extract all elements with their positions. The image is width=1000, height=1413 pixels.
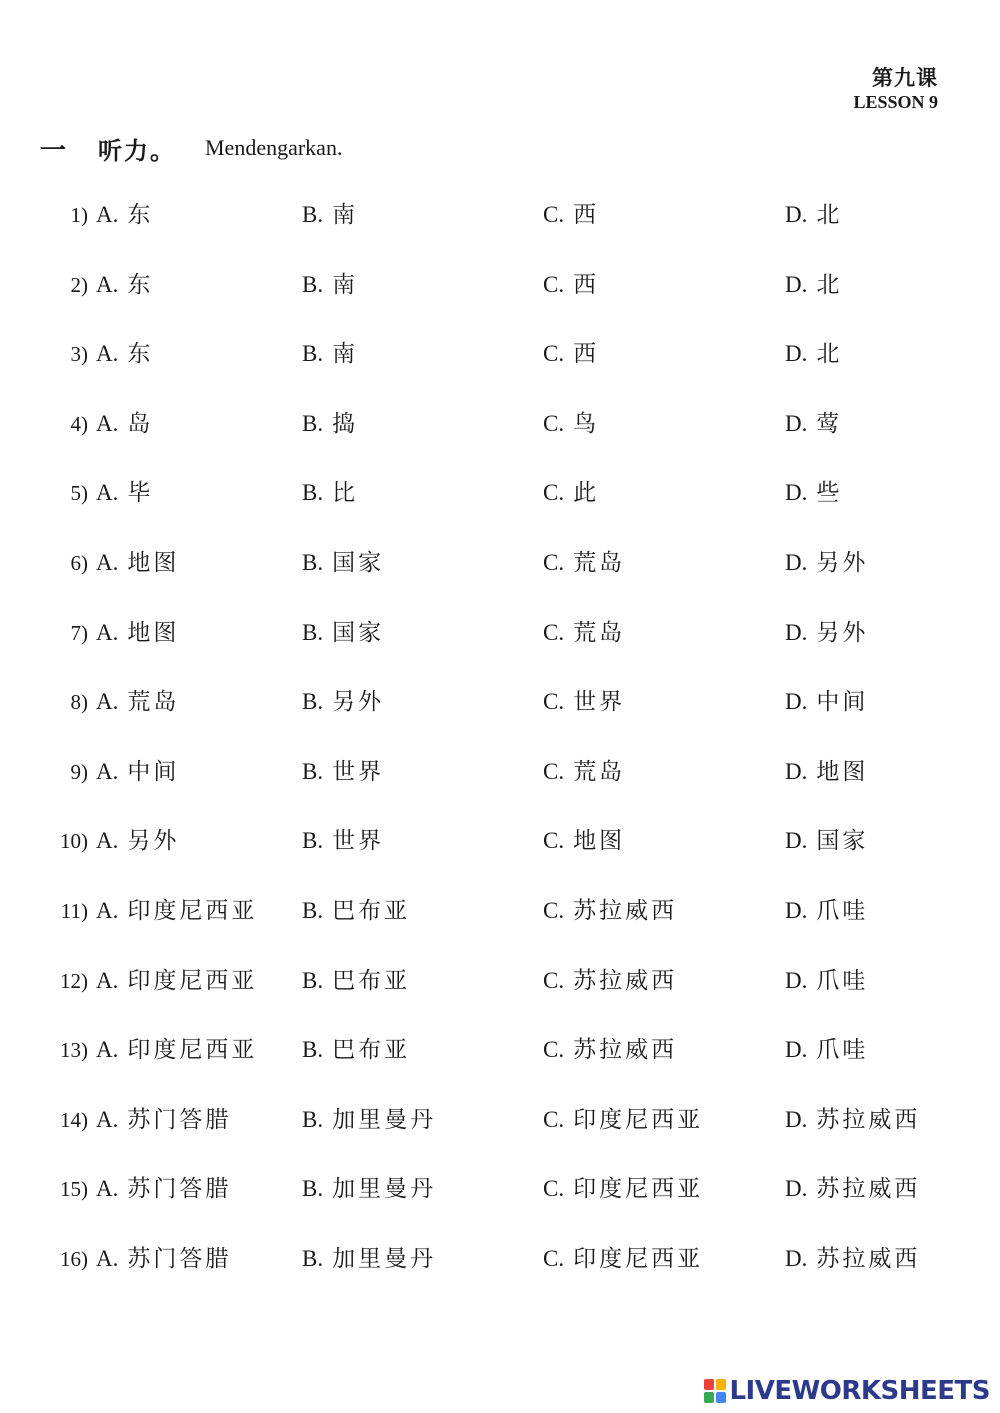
answer-option[interactable] (302, 752, 384, 792)
answer-option[interactable] (785, 1239, 920, 1279)
option-text: 爪哇 (816, 1037, 869, 1064)
question-row (0, 821, 1000, 861)
option-letter: B. (302, 1106, 324, 1132)
logo-mark-icon (704, 1379, 726, 1403)
option-text: 苏门答腊 (127, 1176, 232, 1203)
option-letter: D. (785, 341, 808, 367)
option-text: 巴布亚 (332, 1037, 411, 1064)
answer-option[interactable] (785, 265, 842, 305)
option-text: 南 (332, 202, 359, 228)
option-letter: C. (543, 550, 565, 575)
option-text: 荒岛 (573, 758, 626, 785)
option-text: 世界 (332, 758, 385, 785)
option-text: 爪哇 (816, 967, 869, 994)
option-text: 巴布亚 (332, 898, 411, 924)
option-letter: A. (96, 828, 119, 854)
option-text: 印度尼西亚 (127, 898, 258, 924)
option-letter: A. (96, 271, 119, 297)
option-text: 苏拉威西 (573, 1037, 678, 1064)
logo-text: LIVEWORKSHEETS (729, 1376, 990, 1406)
answer-option[interactable] (543, 682, 625, 722)
answer-option[interactable] (785, 1100, 920, 1140)
option-letter: A. (96, 1176, 119, 1202)
option-text: 世界 (332, 828, 385, 855)
option-letter: A. (96, 341, 119, 367)
answer-option[interactable] (302, 1030, 410, 1070)
option-letter: C. (543, 1246, 565, 1271)
option-letter: D. (785, 689, 808, 715)
option-letter: D. (785, 550, 808, 575)
option-text: 比 (332, 480, 359, 507)
option-text: 莺 (816, 410, 843, 437)
option-letter: C. (543, 758, 565, 784)
option-text: 世界 (573, 689, 626, 716)
answer-option[interactable] (96, 1100, 231, 1140)
option-letter: B. (302, 619, 324, 645)
question-row (0, 1030, 1000, 1070)
option-letter: D. (785, 1106, 808, 1132)
option-letter: A. (96, 619, 119, 645)
option-letter: A. (96, 898, 119, 923)
question-row (0, 265, 1000, 305)
question-number: 7) (70, 620, 88, 645)
option-letter: D. (785, 828, 808, 854)
option-letter: B. (302, 550, 324, 575)
answer-option[interactable] (543, 1239, 703, 1279)
option-text: 国家 (816, 828, 869, 855)
question-number: 5) (70, 481, 88, 506)
option-letter: C. (543, 410, 565, 436)
question-row (0, 1169, 1000, 1209)
option-text: 些 (816, 480, 843, 507)
option-text: 北 (816, 341, 843, 368)
answer-option[interactable] (302, 891, 410, 931)
logo-square-e (716, 1392, 726, 1403)
option-text: 印度尼西亚 (573, 1176, 704, 1203)
answer-option[interactable] (543, 613, 625, 653)
option-text: 东 (127, 271, 154, 298)
option-letter: C. (543, 341, 565, 367)
option-letter: D. (785, 1246, 808, 1271)
answer-option[interactable] (96, 1169, 231, 1209)
option-text: 印度尼西亚 (127, 967, 258, 994)
option-text: 此 (573, 480, 600, 507)
option-text: 中间 (816, 689, 869, 716)
option-text: 加里曼丹 (332, 1246, 437, 1272)
option-text: 另外 (127, 828, 180, 855)
question-row (0, 961, 1000, 1001)
option-letter: D. (785, 1176, 808, 1202)
answer-option[interactable] (785, 752, 868, 792)
option-text: 加里曼丹 (332, 1176, 437, 1203)
answer-option[interactable] (785, 473, 842, 513)
answer-option[interactable] (785, 195, 842, 235)
option-text: 苏拉威西 (816, 1106, 921, 1133)
answer-option[interactable] (785, 682, 868, 722)
option-text: 另外 (816, 550, 869, 576)
question-number: 14) (60, 1107, 88, 1132)
option-text: 荒岛 (573, 550, 626, 576)
question-number: 2) (70, 272, 88, 297)
option-letter: B. (302, 1246, 324, 1271)
lesson-title-english: LESSON 9 (853, 92, 938, 112)
answer-option[interactable] (785, 1030, 868, 1070)
option-letter: A. (96, 967, 119, 993)
option-text: 北 (816, 202, 843, 228)
answer-option[interactable] (302, 1239, 436, 1279)
question-number: 3) (70, 342, 88, 367)
option-text: 印度尼西亚 (573, 1246, 704, 1272)
option-letter: B. (302, 758, 324, 784)
answer-option[interactable] (543, 891, 677, 931)
answer-option[interactable] (543, 473, 599, 513)
option-letter: D. (785, 202, 808, 227)
option-text: 另外 (332, 689, 385, 716)
answer-option[interactable] (96, 473, 153, 513)
option-letter: D. (785, 758, 808, 784)
answer-option[interactable] (302, 334, 358, 374)
option-letter: A. (96, 550, 119, 575)
option-letter: B. (302, 271, 324, 297)
answer-option[interactable] (543, 752, 625, 792)
section-title: 听力。 (98, 135, 176, 165)
option-letter: D. (785, 480, 808, 506)
answer-option[interactable] (302, 961, 410, 1001)
answer-option[interactable] (543, 265, 599, 305)
option-text: 巴布亚 (332, 967, 411, 994)
answer-option[interactable] (785, 891, 868, 931)
logo-square-v (704, 1392, 714, 1403)
answer-option[interactable] (785, 404, 842, 444)
option-text: 国家 (332, 619, 385, 646)
answer-option[interactable] (543, 1169, 703, 1209)
option-text: 荒岛 (127, 689, 180, 716)
answer-option[interactable] (96, 961, 257, 1001)
answer-option[interactable] (302, 1169, 436, 1209)
question-row (0, 195, 1000, 235)
answer-option[interactable] (302, 195, 358, 235)
question-row (0, 404, 1000, 444)
option-letter: C. (543, 828, 565, 854)
question-row (0, 473, 1000, 513)
option-letter: A. (96, 1037, 119, 1063)
option-letter: C. (543, 898, 565, 923)
question-number: 12) (60, 968, 88, 993)
question-number: 15) (60, 1177, 88, 1202)
answer-option[interactable] (96, 682, 179, 722)
option-text: 苏拉威西 (816, 1176, 921, 1203)
answer-option[interactable] (302, 473, 358, 513)
option-letter: C. (543, 689, 565, 715)
option-letter: A. (96, 202, 119, 227)
answer-option[interactable] (96, 1239, 231, 1279)
option-text: 地图 (127, 550, 180, 576)
option-text: 鸟 (573, 410, 600, 437)
option-letter: B. (302, 967, 324, 993)
answer-option[interactable] (543, 961, 677, 1001)
answer-option[interactable] (96, 1030, 257, 1070)
answer-option[interactable] (785, 1169, 920, 1209)
option-letter: C. (543, 1106, 565, 1132)
answer-option[interactable] (96, 195, 153, 235)
option-letter: A. (96, 480, 119, 506)
answer-option[interactable] (302, 404, 358, 444)
option-letter: B. (302, 1176, 324, 1202)
option-letter: D. (785, 410, 808, 436)
option-text: 捣 (332, 410, 359, 437)
question-number: 9) (70, 759, 88, 784)
answer-option[interactable] (785, 821, 868, 861)
question-number: 1) (70, 203, 88, 227)
option-letter: B. (302, 341, 324, 367)
option-letter: D. (785, 1037, 808, 1063)
answer-option[interactable] (96, 891, 257, 931)
answer-option[interactable] (543, 1030, 677, 1070)
section-number: 一 (40, 135, 67, 166)
option-letter: A. (96, 689, 119, 715)
option-letter: D. (785, 619, 808, 645)
option-text: 苏拉威西 (573, 898, 678, 924)
option-letter: D. (785, 967, 808, 993)
answer-option[interactable] (302, 1100, 436, 1140)
option-letter: C. (543, 1176, 565, 1202)
question-number: 6) (70, 551, 88, 575)
question-row (0, 1100, 1000, 1140)
question-row (0, 334, 1000, 374)
option-letter: C. (543, 619, 565, 645)
option-letter: B. (302, 828, 324, 854)
answer-option[interactable] (302, 821, 384, 861)
option-letter: B. (302, 202, 324, 227)
option-text: 地图 (573, 828, 626, 855)
question-number: 4) (70, 411, 88, 436)
option-text: 地图 (816, 758, 869, 785)
option-text: 爪哇 (816, 898, 869, 924)
answer-option[interactable] (96, 752, 179, 792)
option-text: 地图 (127, 619, 180, 646)
answer-option[interactable] (543, 1100, 703, 1140)
option-text: 西 (573, 271, 600, 298)
question-row (0, 543, 1000, 583)
answer-option[interactable] (302, 682, 384, 722)
option-text: 加里曼丹 (332, 1106, 437, 1133)
option-text: 另外 (816, 619, 869, 646)
option-text: 印度尼西亚 (573, 1106, 704, 1133)
answer-option[interactable] (543, 334, 599, 374)
answer-option[interactable] (96, 543, 179, 583)
option-text: 毕 (127, 480, 154, 507)
option-text: 西 (573, 202, 600, 228)
option-letter: B. (302, 689, 324, 715)
section-header (40, 130, 342, 166)
option-letter: C. (543, 202, 565, 227)
option-text: 东 (127, 202, 154, 228)
option-text: 中间 (127, 758, 180, 785)
answer-option[interactable] (785, 613, 868, 653)
option-letter: D. (785, 271, 808, 297)
answer-option[interactable] (543, 543, 625, 583)
question-number: 11) (60, 899, 88, 923)
question-row (0, 1239, 1000, 1279)
option-text: 苏门答腊 (127, 1106, 232, 1133)
option-text: 苏拉威西 (573, 967, 678, 994)
question-number: 8) (70, 690, 88, 715)
answer-option[interactable] (96, 404, 153, 444)
option-letter: A. (96, 1246, 119, 1271)
answer-option[interactable] (96, 334, 153, 374)
answer-option[interactable] (96, 265, 153, 305)
option-letter: B. (302, 1037, 324, 1063)
option-text: 西 (573, 341, 600, 368)
answer-option[interactable] (543, 821, 625, 861)
option-letter: B. (302, 898, 324, 923)
option-letter: C. (543, 271, 565, 297)
answer-option[interactable] (785, 543, 868, 583)
question-number: 16) (60, 1247, 88, 1271)
option-text: 南 (332, 341, 359, 368)
answer-option[interactable] (785, 961, 868, 1001)
answer-option[interactable] (543, 195, 599, 235)
liveworksheets-logo (704, 1377, 990, 1405)
option-letter: C. (543, 480, 565, 506)
option-text: 东 (127, 341, 154, 368)
option-text: 南 (332, 271, 359, 298)
option-letter: C. (543, 1037, 565, 1063)
option-text: 印度尼西亚 (127, 1037, 258, 1064)
question-row (0, 682, 1000, 722)
section-subtitle: Mendengarkan. (205, 135, 343, 160)
answer-option[interactable] (302, 265, 358, 305)
option-letter: A. (96, 1106, 119, 1132)
answer-option[interactable] (302, 543, 384, 583)
option-text: 岛 (127, 410, 154, 437)
option-letter: A. (96, 758, 119, 784)
lesson-title-chinese: 第九课 (872, 65, 938, 90)
question-row (0, 752, 1000, 792)
option-text: 荒岛 (573, 619, 626, 646)
answer-option[interactable] (96, 613, 179, 653)
option-letter: D. (785, 898, 808, 923)
question-number: 10) (60, 829, 88, 854)
option-text: 国家 (332, 550, 385, 576)
logo-square-i (716, 1379, 726, 1390)
answer-option[interactable] (543, 404, 599, 444)
question-number: 13) (60, 1038, 88, 1063)
option-letter: A. (96, 410, 119, 436)
question-row (0, 891, 1000, 931)
option-letter: B. (302, 480, 324, 506)
option-text: 苏门答腊 (127, 1246, 232, 1272)
question-row (0, 613, 1000, 653)
option-letter: C. (543, 967, 565, 993)
option-letter: B. (302, 410, 324, 436)
answer-option[interactable] (302, 613, 384, 653)
option-text: 苏拉威西 (816, 1246, 921, 1272)
answer-option[interactable] (96, 821, 179, 861)
option-text: 北 (816, 271, 843, 298)
logo-square-l (704, 1379, 714, 1390)
answer-option[interactable] (785, 334, 842, 374)
